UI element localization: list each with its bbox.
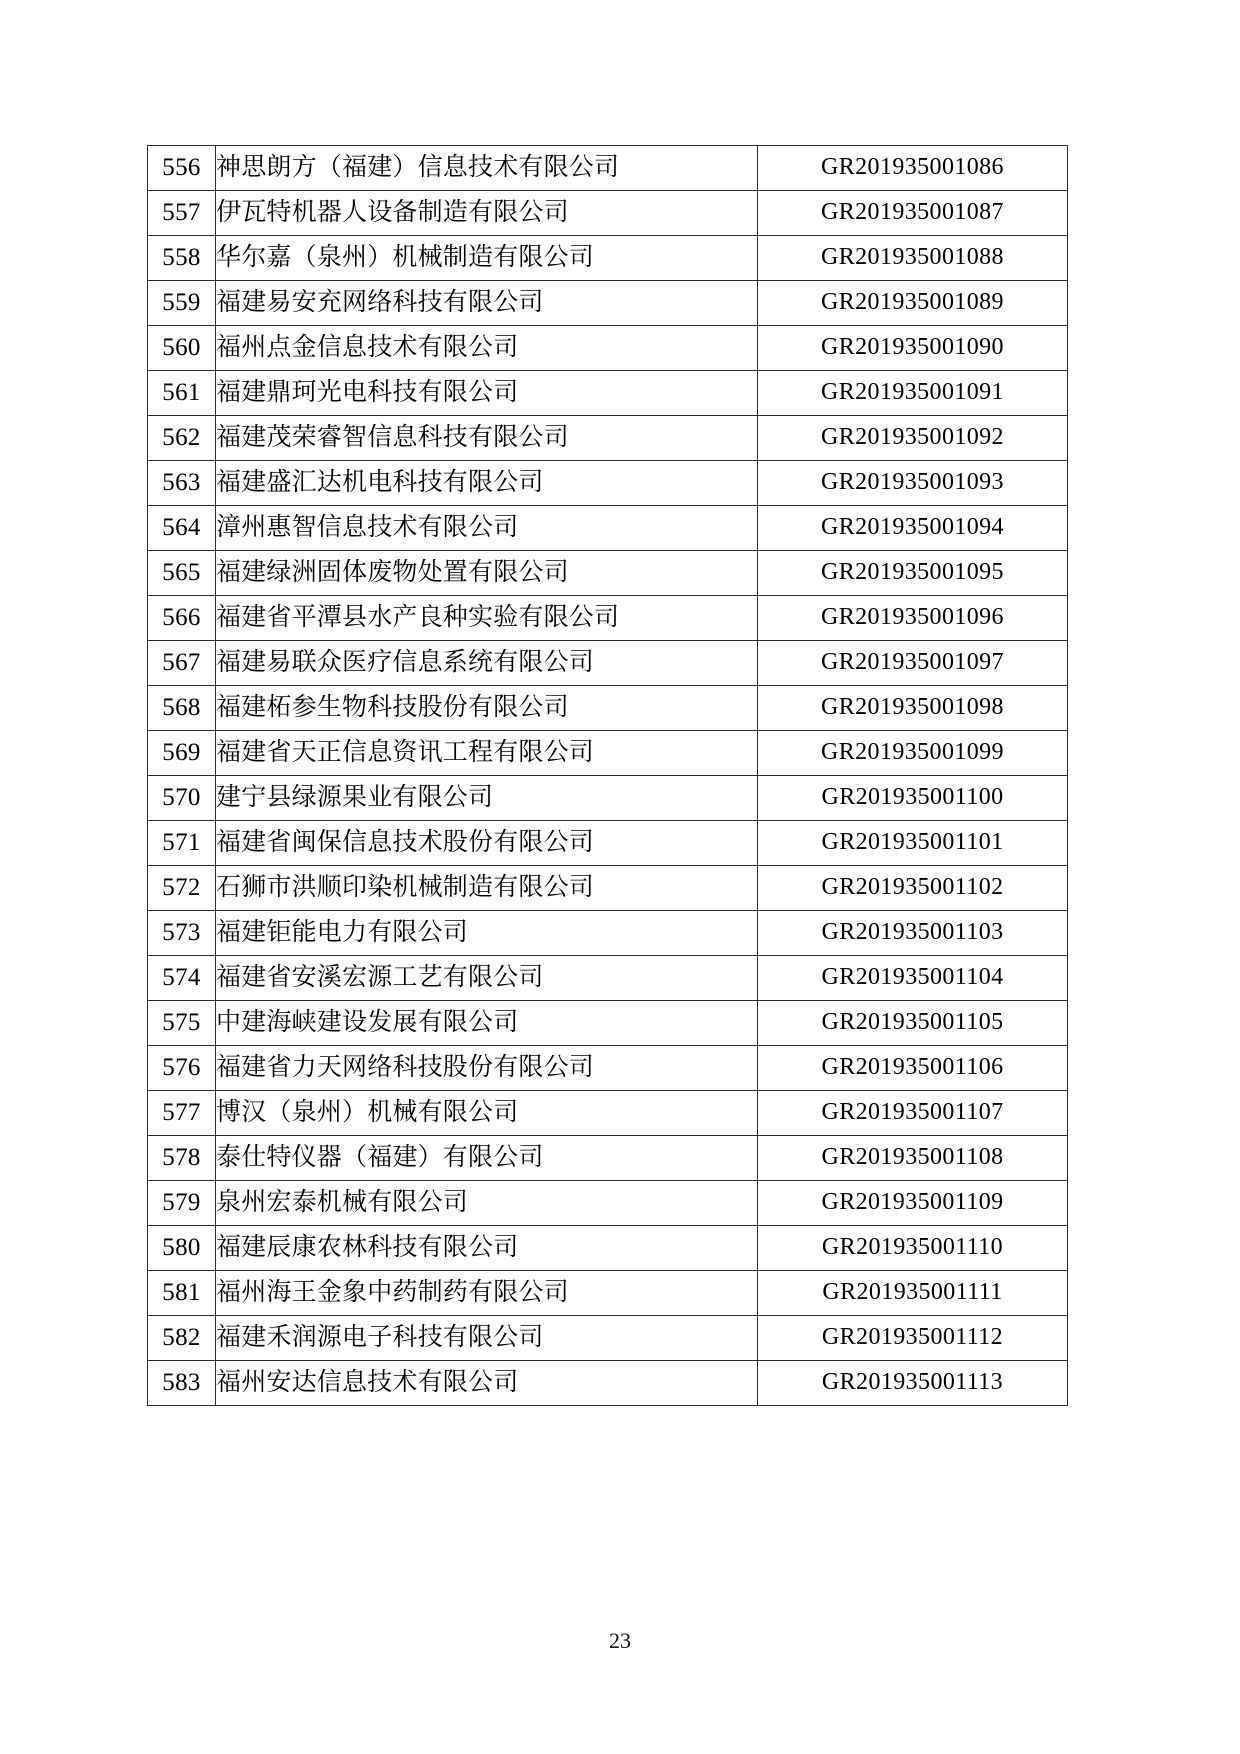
row-index-cell: 583 bbox=[148, 1361, 216, 1406]
company-name-cell: 福州安达信息技术有限公司 bbox=[216, 1361, 758, 1406]
certificate-number-cell: GR201935001113 bbox=[758, 1361, 1068, 1406]
company-name-cell: 福州点金信息技术有限公司 bbox=[216, 326, 758, 371]
company-name-cell: 福建禾润源电子科技有限公司 bbox=[216, 1316, 758, 1361]
row-index-cell: 579 bbox=[148, 1181, 216, 1226]
certificate-table bbox=[147, 145, 1068, 1406]
table-row bbox=[148, 416, 1068, 461]
row-index-cell: 556 bbox=[148, 146, 216, 191]
certificate-number-cell: GR201935001107 bbox=[758, 1091, 1068, 1136]
company-name-cell: 福建绿洲固体废物处置有限公司 bbox=[216, 551, 758, 596]
certificate-number-cell: GR201935001097 bbox=[758, 641, 1068, 686]
certificate-number-cell: GR201935001087 bbox=[758, 191, 1068, 236]
company-name-cell: 福建省天正信息资讯工程有限公司 bbox=[216, 731, 758, 776]
company-name-cell: 福建盛汇达机电科技有限公司 bbox=[216, 461, 758, 506]
row-index-cell: 565 bbox=[148, 551, 216, 596]
row-index-cell: 568 bbox=[148, 686, 216, 731]
table-row bbox=[148, 146, 1068, 191]
table-row bbox=[148, 686, 1068, 731]
certificate-number-cell: GR201935001090 bbox=[758, 326, 1068, 371]
row-index-cell: 558 bbox=[148, 236, 216, 281]
table-row bbox=[148, 596, 1068, 641]
company-name-cell: 建宁县绿源果业有限公司 bbox=[216, 776, 758, 821]
company-name-cell: 石狮市洪顺印染机械制造有限公司 bbox=[216, 866, 758, 911]
row-index-cell: 572 bbox=[148, 866, 216, 911]
table-row bbox=[148, 956, 1068, 1001]
certificate-table-body bbox=[148, 146, 1068, 1406]
certificate-number-cell: GR201935001103 bbox=[758, 911, 1068, 956]
company-name-cell: 福建柘参生物科技股份有限公司 bbox=[216, 686, 758, 731]
row-index-cell: 557 bbox=[148, 191, 216, 236]
row-index-cell: 570 bbox=[148, 776, 216, 821]
row-index-cell: 559 bbox=[148, 281, 216, 326]
table-row bbox=[148, 191, 1068, 236]
certificate-number-cell: GR201935001089 bbox=[758, 281, 1068, 326]
table-row bbox=[148, 1271, 1068, 1316]
table-row bbox=[148, 731, 1068, 776]
page-number: 23 bbox=[609, 1628, 631, 1653]
certificate-number-cell: GR201935001092 bbox=[758, 416, 1068, 461]
company-name-cell: 福建省力天网络科技股份有限公司 bbox=[216, 1046, 758, 1091]
certificate-number-cell: GR201935001110 bbox=[758, 1226, 1068, 1271]
row-index-cell: 564 bbox=[148, 506, 216, 551]
certificate-number-cell: GR201935001108 bbox=[758, 1136, 1068, 1181]
table-row bbox=[148, 1046, 1068, 1091]
row-index-cell: 573 bbox=[148, 911, 216, 956]
certificate-number-cell: GR201935001094 bbox=[758, 506, 1068, 551]
table-row bbox=[148, 911, 1068, 956]
certificate-number-cell: GR201935001112 bbox=[758, 1316, 1068, 1361]
company-name-cell: 福州海王金象中药制药有限公司 bbox=[216, 1271, 758, 1316]
table-row bbox=[148, 1316, 1068, 1361]
certificate-number-cell: GR201935001088 bbox=[758, 236, 1068, 281]
certificate-number-cell: GR201935001095 bbox=[758, 551, 1068, 596]
row-index-cell: 563 bbox=[148, 461, 216, 506]
certificate-number-cell: GR201935001101 bbox=[758, 821, 1068, 866]
table-row bbox=[148, 776, 1068, 821]
table-row bbox=[148, 641, 1068, 686]
company-name-cell: 福建辰康农林科技有限公司 bbox=[216, 1226, 758, 1271]
company-name-cell: 华尔嘉（泉州）机械制造有限公司 bbox=[216, 236, 758, 281]
certificate-number-cell: GR201935001111 bbox=[758, 1271, 1068, 1316]
company-name-cell: 伊瓦特机器人设备制造有限公司 bbox=[216, 191, 758, 236]
certificate-number-cell: GR201935001109 bbox=[758, 1181, 1068, 1226]
certificate-number-cell: GR201935001102 bbox=[758, 866, 1068, 911]
company-name-cell: 福建易联众医疗信息系统有限公司 bbox=[216, 641, 758, 686]
table-row bbox=[148, 281, 1068, 326]
row-index-cell: 571 bbox=[148, 821, 216, 866]
row-index-cell: 578 bbox=[148, 1136, 216, 1181]
certificate-number-cell: GR201935001105 bbox=[758, 1001, 1068, 1046]
company-name-cell: 福建省闽保信息技术股份有限公司 bbox=[216, 821, 758, 866]
row-index-cell: 576 bbox=[148, 1046, 216, 1091]
company-name-cell: 福建茂荣睿智信息科技有限公司 bbox=[216, 416, 758, 461]
row-index-cell: 577 bbox=[148, 1091, 216, 1136]
table-row bbox=[148, 461, 1068, 506]
certificate-number-cell: GR201935001096 bbox=[758, 596, 1068, 641]
row-index-cell: 582 bbox=[148, 1316, 216, 1361]
row-index-cell: 569 bbox=[148, 731, 216, 776]
company-name-cell: 福建易安充网络科技有限公司 bbox=[216, 281, 758, 326]
certificate-number-cell: GR201935001086 bbox=[758, 146, 1068, 191]
company-name-cell: 福建省平潭县水产良种实验有限公司 bbox=[216, 596, 758, 641]
company-name-cell: 泰仕特仪器（福建）有限公司 bbox=[216, 1136, 758, 1181]
certificate-number-cell: GR201935001106 bbox=[758, 1046, 1068, 1091]
table-row bbox=[148, 371, 1068, 416]
table-row bbox=[148, 1136, 1068, 1181]
table-row bbox=[148, 1001, 1068, 1046]
table-row bbox=[148, 1091, 1068, 1136]
row-index-cell: 566 bbox=[148, 596, 216, 641]
row-index-cell: 561 bbox=[148, 371, 216, 416]
table-row bbox=[148, 1181, 1068, 1226]
company-name-cell: 福建省安溪宏源工艺有限公司 bbox=[216, 956, 758, 1001]
row-index-cell: 567 bbox=[148, 641, 216, 686]
certificate-number-cell: GR201935001104 bbox=[758, 956, 1068, 1001]
table-row bbox=[148, 866, 1068, 911]
row-index-cell: 580 bbox=[148, 1226, 216, 1271]
company-name-cell: 博汉（泉州）机械有限公司 bbox=[216, 1091, 758, 1136]
certificate-number-cell: GR201935001091 bbox=[758, 371, 1068, 416]
company-name-cell: 福建鼎珂光电科技有限公司 bbox=[216, 371, 758, 416]
table-row bbox=[148, 1361, 1068, 1406]
company-name-cell: 福建钜能电力有限公司 bbox=[216, 911, 758, 956]
certificate-number-cell: GR201935001093 bbox=[758, 461, 1068, 506]
company-name-cell: 泉州宏泰机械有限公司 bbox=[216, 1181, 758, 1226]
company-name-cell: 漳州惠智信息技术有限公司 bbox=[216, 506, 758, 551]
table-row bbox=[148, 821, 1068, 866]
row-index-cell: 581 bbox=[148, 1271, 216, 1316]
company-name-cell: 中建海峡建设发展有限公司 bbox=[216, 1001, 758, 1046]
table-row bbox=[148, 551, 1068, 596]
company-name-cell: 神思朗方（福建）信息技术有限公司 bbox=[216, 146, 758, 191]
table-row bbox=[148, 326, 1068, 371]
certificate-number-cell: GR201935001099 bbox=[758, 731, 1068, 776]
table-row bbox=[148, 236, 1068, 281]
row-index-cell: 575 bbox=[148, 1001, 216, 1046]
row-index-cell: 560 bbox=[148, 326, 216, 371]
table-row bbox=[148, 506, 1068, 551]
row-index-cell: 574 bbox=[148, 956, 216, 1001]
certificate-number-cell: GR201935001098 bbox=[758, 686, 1068, 731]
row-index-cell: 562 bbox=[148, 416, 216, 461]
certificate-number-cell: GR201935001100 bbox=[758, 776, 1068, 821]
table-row bbox=[148, 1226, 1068, 1271]
certificate-table-container bbox=[147, 145, 1067, 1406]
